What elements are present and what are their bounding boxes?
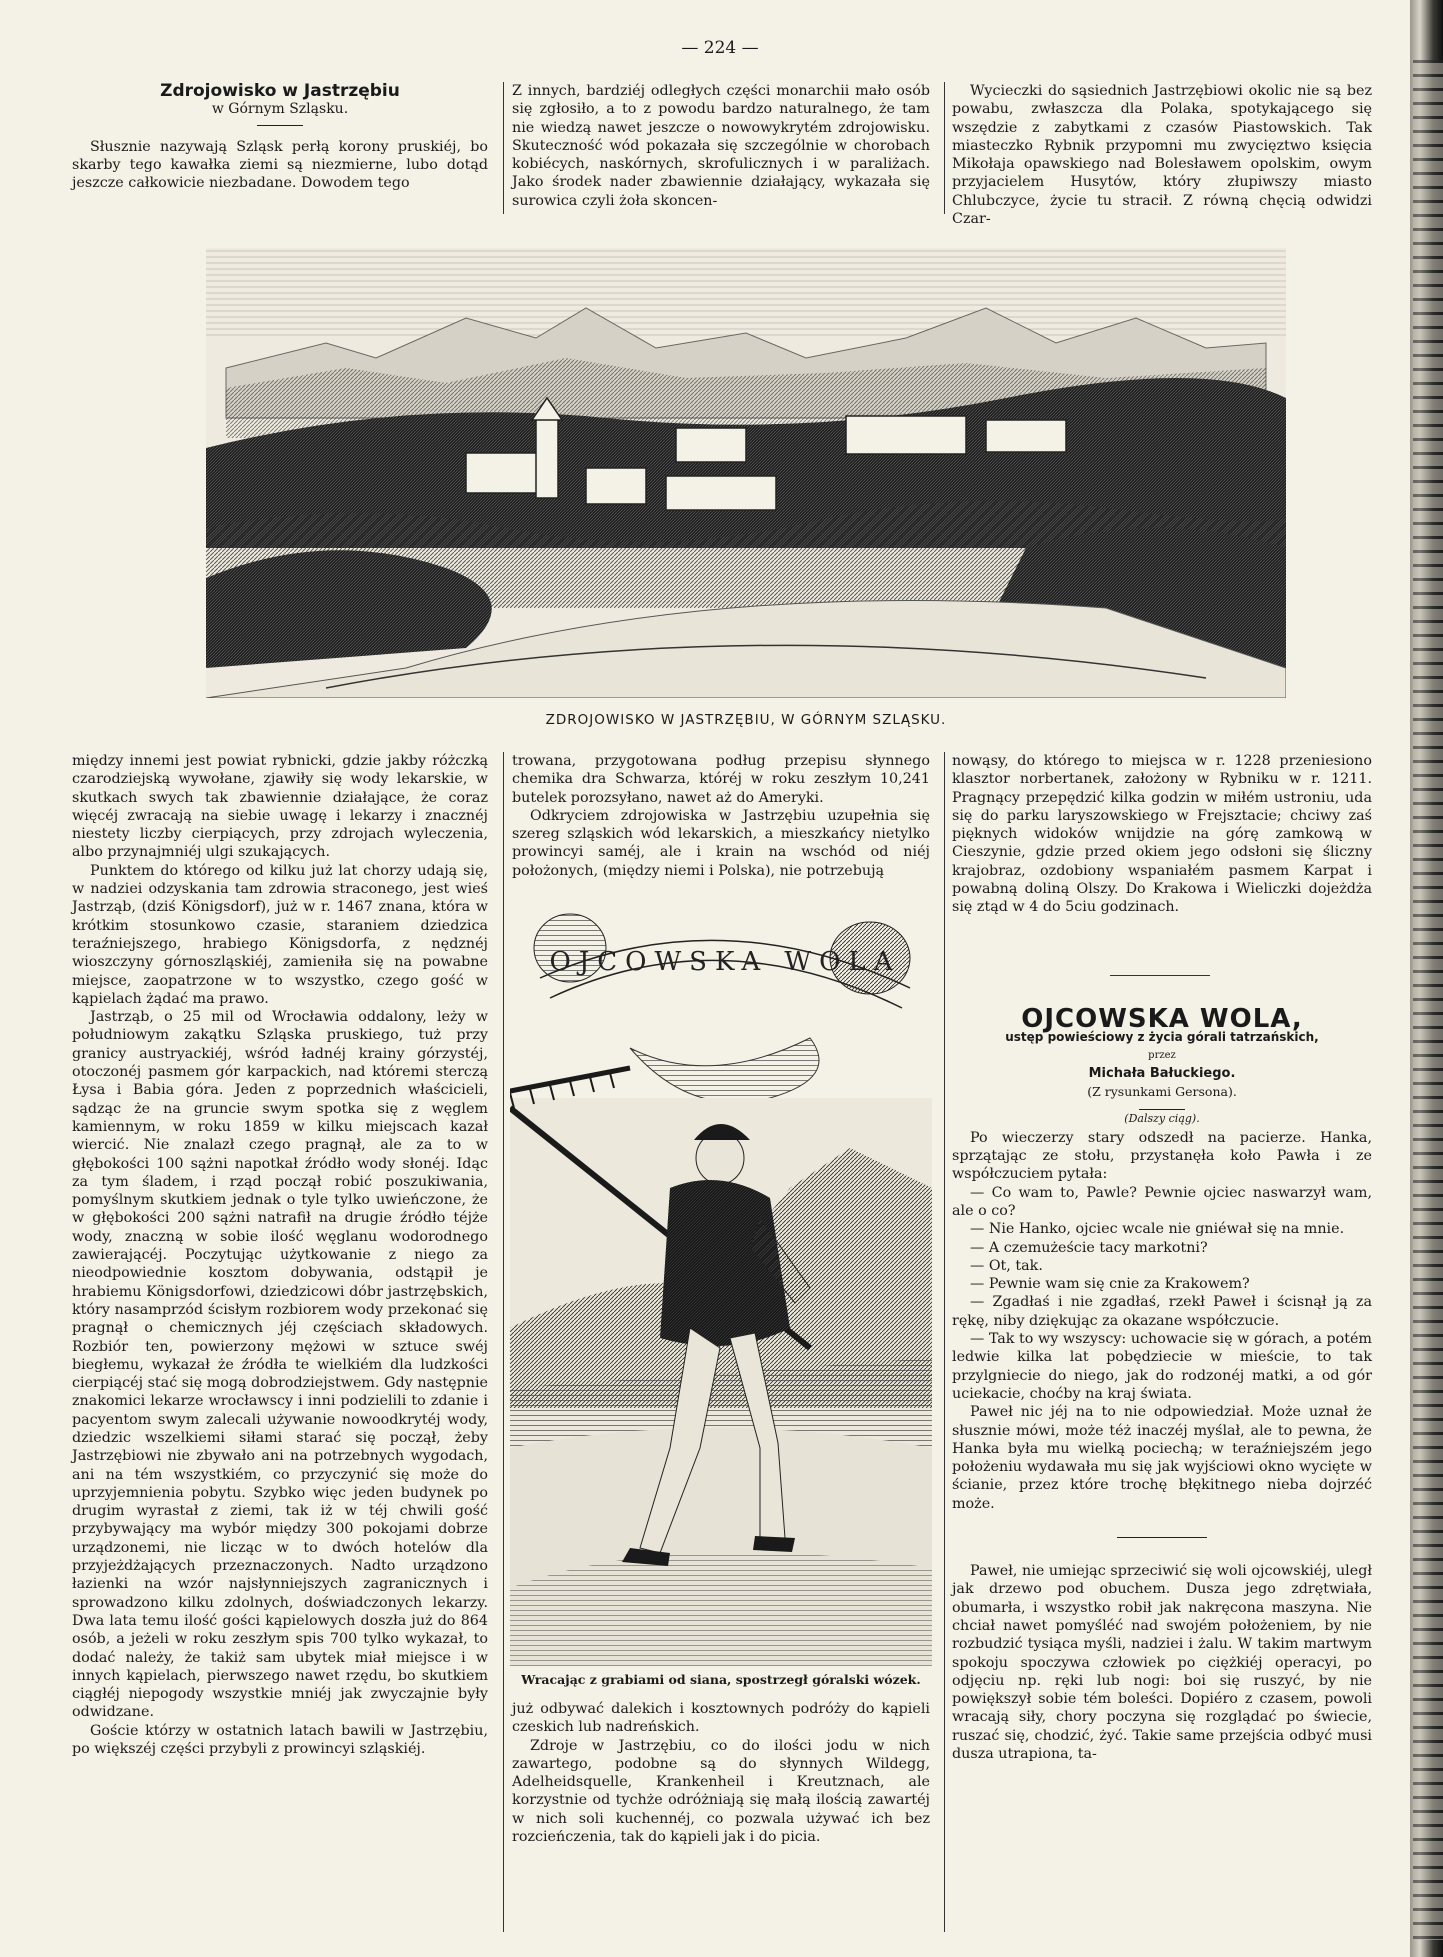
article1-col3-text: Wycieczki do sąsiednich Jastrzębiowi okolic nie są bez powabu, zwłaszcza dla Polaka, spotykającego się wszędzie z zabytkami z czasów Piastowskich. Tak miasteczko Rybnik przypomni mu zwycięztwo księcia Mikołaja opawskiego nad Bolesławem opolskim, owym przyjacielem Husytów, który złupiwszy miasto Chlubczyce, życie tu stracił. Z równą chęcią odwidzi Czar-: [952, 83, 1372, 228]
article1-col3-main: [952, 752, 1372, 917]
article2-by: przez: [1148, 1049, 1176, 1061]
section-divider: [1110, 975, 1210, 976]
adjacent-page-strip: [1413, 60, 1443, 1940]
banner-lettering: OJCOWSKA WOLA: [549, 947, 901, 977]
article2-column: [952, 1004, 1372, 1763]
article2-paragraph: — Co wam to, Pawle? Pewnie ojciec naswarzył wam, ale o co?: [952, 1184, 1372, 1219]
article1-col1-main: [72, 752, 488, 1758]
article1-paragraph: Zdroje w Jastrzębiu, co do ilości jodu w nich zawartego, podobne są do słynnych Wildegg, Adelheidsquelle, Krankenheil i Kreutznach, ale korzystnie od tychże odróżniają się małą ilością zawartéj w nich soli kuchennéj, co pozwala używać ich bez rozcieńczenia, tak do kąpieli jak i do picia.: [512, 1737, 930, 1846]
article2-paragraph: — Ot, tak.: [970, 1257, 1043, 1274]
novel-illustration: [510, 888, 932, 1666]
article1-col2-main: [512, 752, 930, 880]
article2-paragraph: — Nie Hanko, ojciec wcale nie gniéwał się na mnie.: [970, 1221, 1345, 1238]
column-rule: [503, 752, 504, 1932]
article2-continued: (Dalszy ciąg).: [1124, 1112, 1200, 1126]
article1-paragraph: nowąsy, do którego to miejsca w r. 1228 przeniesiono klasztor norbertanek, założony w Rybniku w r. 1211. Pragnący przepędzić kilka godzin w miłém ustroniu, uda się do parku laryszowskiego w Frejsztacie; chciwy zaś pięknych widoków wnijdzie na górę zamkową w Cieszynie, gdzie przed okiem jego odsłoni się śliczny krajobraz, ozdobiony wspaniałém pasmem Karpat i powabną doliną Olszy. Do Krakowa i Wieliczki dojeżdża się ztąd w 4 do 5ciu godzinach.: [952, 753, 1372, 916]
article1-intro: Słusznie nazywają Szląsk perłą korony pruskiéj, bo skarby tego kawałka ziemi są niezmierne, lubo dotąd jeszcze całkowicie niezbadane. Dowodem tego: [72, 138, 488, 192]
article2-paragraph: — A czemużeście tacy markotni?: [970, 1239, 1208, 1256]
article2-paragraph: Po wieczerzy stary odszedł na pacierze. Hanka, sprzątając ze stołu, przystanęła koło Pawła i ze współczuciem pytała:: [952, 1129, 1372, 1183]
article2-title: OJCOWSKA WOLA,: [1021, 1004, 1303, 1034]
article1-paragraph: między innemi jest powiat rybnicki, gdzie jakby różczką czarodziejską wywołane, zjawiły się wody lekarskie, w skutkach swych tak zbawiennie działające, że coraz więcéj zwracają na siebie uwagę i lekarzy i znacznéj niestety liczby cierpiących, przy zdrojach wyleczenia, albo przynajmniéj ulgi szukających.: [72, 753, 488, 861]
article2-author: Michała Bałuckiego.: [1088, 1065, 1236, 1081]
article1-paragraph: Punktem do którego od kilku już lat chorzy udają się, w nadziei odzyskania tam zdrowia straconego, jest wieś Jastrząb, (dziś Königsdorf), już w r. 1467 znana, która w krótkim stosunkowo czasie, staraniem dziedzica teraźniejszego, hrabiego Königsdorfa, z nędznéj wioszczyny górnoszląskiéj, zamieniła się na powabne miejsce, zaopatrzone w to wszystko, czego gość w kąpielach żądać ma prawo.: [72, 862, 488, 1007]
article1-col1-top: [72, 82, 488, 192]
article1-paragraph: już odbywać dalekich i kosztownych podróży do kąpieli czeskich lub nadreńskich.: [512, 1701, 930, 1736]
article1-paragraph: Odkryciem zdrojowiska w Jastrzębiu uzupełnia się szereg szląskich wód lekarskich, a mieszkańcy nietylko prowincyi saméj, ale i krain na wschód od niéj położonych, (między niemi i Polska), nie potrzebują: [512, 807, 930, 879]
article2-illustrator: (Z rysunkami Gersona).: [1087, 1084, 1237, 1100]
spa-landscape-engraving: [206, 248, 1286, 698]
section-rule: [1117, 1537, 1207, 1538]
article2-subtitle: ustęp powieściowy z życia górali tatrzańskich,: [1005, 1030, 1319, 1045]
article1-title: Zdrojowisko w Jastrzębiu: [160, 81, 400, 101]
column-rule: [944, 752, 945, 1932]
article2-paragraph: Paweł nic jéj na to nie odpowiedział. Może uznał że słusznie mówi, może téż inaczéj myślał, ale to pewna, że Hanka była mu wielką pociechą; w teraźniejszém jego położeniu wydawała mu się jak wyjściowi okno wycięte w ścianie, przez które trochę błękitnego nieba dojrzéć może.: [952, 1404, 1372, 1512]
novel-figure-caption: Wracając z grabiami od siana, spostrzegł góralski wózek.: [521, 1672, 921, 1687]
article1-figure-caption: ZDROJOWISKO W JASTRZĘBIU, W GÓRNYM SZLĄSKU.: [545, 712, 947, 728]
article2-paragraph: — Pewnie wam się cnie za Krakowem?: [970, 1276, 1250, 1293]
article1-subtitle: w Górnym Szląsku.: [211, 101, 349, 118]
article1-paragraph: Jastrząb, o 25 mil od Wrocławia oddalony, leży w południowym zakątku Szląska pruskiego, tuż przy granicy austryackiéj, wśród ładnéj krainy górzystéj, otoczonéj pasmem gór karpackich, nad któremi sterczą Łysa i Babia góra. Jeden z poprzednich właścicieli, sądząc że na gruncie swym spotka się z węglem kamiennym, w roku 1859 w kilku miejscach kazał wiercić. Nie znalazł czego pragnął, ale za to w głębokości 100 sążni napotkał źródło wody słonéj. Idąc za tym śladem, i rząd począł robić poszukiwania, pomyślnym skutkiem jednak o tyle tylko uwieńczone, że w głębokości 200 sążni natrafił na drugie źródło téjże wody, znaczną w sobie ilość węglanu wodorodnego zawierającéj. Poczytując użytkowanie z niego za nieodpowiednie kosztom dobywania, odstąpił je hrabiemu Königsdorfowi, dziedzicowi dóbr jastrzębskich, który nasamprzód ścisłym rozbiorem wody przekonać się pragnął o chemicznych jéj częściach składowych. Rozbiór ten, powierzony mężowi w sztuce swéj biegłemu, wykazał że źródła te wielkiém dla ludzkości cierpiącéj stać się mogą dobrodziejstwem. Gdy następnie znakomici lekarze wrocławscy i inni podzielili to zdanie i pacyentom swym zalecali używanie nowoodkrytéj wody, dziedzic wszelkiemi siłami starać się począł, żeby Jastrzębiowi nie zbywało ani na potrzebnych wygodach, ani na tém wszystkiém, co przyczynić się może do uprzyjemnienia pobytu. Szybko więc jeden budynek po drugim wyrastał z ziemi, tak iż w téj chwili gość przybywający ma wybór między 300 pokojami dobrze urządzonemi, nie licząc w to dwóch hotelów dla przyjeżdżających przeznaczonych. Nadto urządzono łazienki na wzór najsłynniejszych zagranicznych i sprowadzono kilku zdolnych, doświadczonych lekarzy. Dwa lata temu ilość gości kąpielowych doszła już do 864 osób, a jeżeli w roku zeszłym spis 700 tylko wykazał, to dodać należy, że takiż sam ubytek miał miejsce i w innych kąpielach, pierwszego nawet rzędu, bo skutkiem ciągłéj niepogody wszystkie mniéj jak zwyczajnie były odwidzane.: [72, 1009, 488, 1721]
article1-paragraph: Goście którzy w ostatnich latach bawili w Jastrzębiu, po większéj części przybyli z prowincyi szląskiéj.: [72, 1722, 488, 1758]
article1-col3-top: [952, 82, 1372, 228]
article2-paragraph: — Tak to wy wszyscy: uchowacie się w górach, a potém ledwie kilka lat pobędziecie w mieście, to tak przylgniecie do niego, jak do rodzonéj matki, a od gór uciekacie, choćby na kraj świata.: [952, 1331, 1372, 1402]
article1-paragraph: trowana, przygotowana podług przepisu słynnego chemika dra Schwarza, któréj w roku zeszłym 10,241 butelek porozsyłano, nawet aż do Ameryki.: [512, 753, 930, 806]
title-rule: [257, 125, 303, 126]
article2-paragraph: — Zgadłaś i nie zgadłaś, rzekł Paweł i ścisnął ją za rękę, niby dziękując za okazane współczucie.: [952, 1294, 1372, 1329]
column-rule: [944, 82, 945, 214]
article2-paragraph: Paweł, nie umiejąc sprzeciwić się woli ojcowskiéj, uległ jak drzewo pod obuchem. Dusza jego zdrętwiała, obumarła, i wszystko robił jak nakręcona maszyna. Nie chciał nawet pomyśléć nad swojém położeniem, by nie rozbudzić tysiąca myśli, nadziei i żalu. W takim martwym spokoju spoczywa człowiek po ciężkiéj operacyi, po odjęciu np. ręki lub nogi: boi się ruszyć, by nie powiększył sobie tém boleści. Dopiéro z czasem, powoli wracają siły, chory poczyna się rozglądać po świecie, ruszać się, chodzić, żyć. Takie same przejścia odbyć musi dusza utrapiona, ta-: [952, 1563, 1372, 1762]
column-rule: [503, 82, 504, 214]
article1-col2-bottom: [512, 1700, 930, 1846]
page-number: — 224 —: [681, 38, 759, 58]
article1-col2-text: Z innych, bardziéj odległych części monarchii mało osób się zgłosiło, a to z powodu bardzo naturalnego, że tam nie wiedzą nawet jeszcze o nowowykrytém zdrojowisku. Skuteczność wód pokazała się szczególnie w chorobach kobiécych, naskórnych, skrofulicznych i w paraliżach. Jako środek nader zbawiennie działający, wykazała się surowica czyli żoła skoncen-: [512, 83, 930, 209]
article1-col2-top: [512, 82, 930, 210]
